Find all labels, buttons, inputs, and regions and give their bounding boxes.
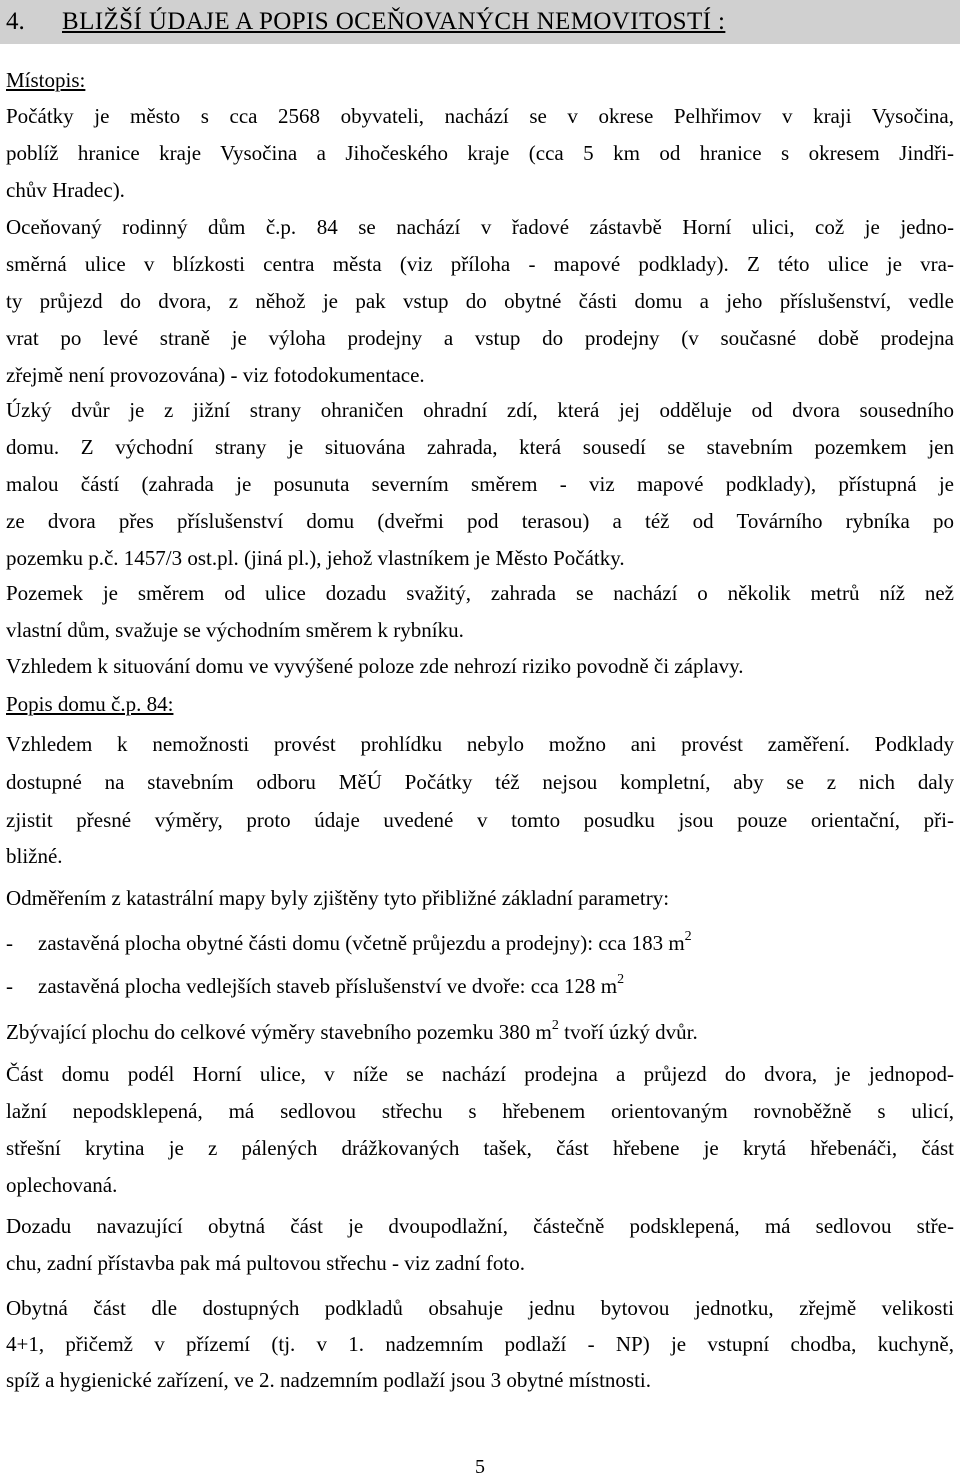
text-line: bližné. (6, 844, 63, 868)
text-line: ze dvora přes příslušenství domu (dveřmi pod terasou) a též od Továrního rybníka po (6, 509, 954, 533)
text-line: Pozemek je směrem od ulice dozadu svažitý, zahrada se nachází o několik metrů níž než (6, 581, 954, 605)
list-item-text: zastavěná plocha vedlejších staveb příslušenství ve dvoře: cca 128 $m^2$ (38, 972, 625, 998)
text-line: malou částí (zahrada je posunuta severním směrem - viz mapové podklady), přístupná je (6, 472, 954, 496)
text-line: směrná ulice v blízkosti centra města (viz příloha - mapové podklady). Z této ulice je vra- (6, 252, 954, 276)
text-line: chu, zadní přístavba pak má pultovou střechu - viz zadní foto. (6, 1251, 526, 1275)
text-line: Vzhledem k nemožnosti provést prohlídku nebylo možno ani provést zaměření. Podklady (6, 732, 954, 756)
text-line: chův Hradec). (6, 178, 125, 202)
text-line: Vzhledem k situování domu ve vyvýšené poloze zde nehrozí riziko povodně či záplavy. (6, 654, 744, 678)
remaining-area: Zbývající plochu do celkové výměry stavebního pozemku 380 $m^2$ tvoří úzký dvůr. (6, 1018, 698, 1044)
text-line: spíž a hygienické zařízení, ve 2. nadzemním podlaží jsou 3 obytné místnosti. (6, 1368, 652, 1392)
text-line: ty průjezd do dvora, z něhož je pak vstup do obytné části domu a jeho příslušenství, vedle (6, 289, 954, 313)
text-line: Počátky je město s cca 2568 obyvateli, nachází se v okrese Pelhřimov v kraji Vysočina, (6, 104, 954, 128)
mistopis-heading: Místopis: (6, 68, 86, 92)
text-line: pozemku p.č. 1457/3 ost.pl. (jiná pl.), jehož vlastníkem je Město Počátky. (6, 546, 625, 570)
params-intro: Odměřením z katastrální mapy byly zjištěny tyto přibližné základní parametry: (6, 886, 670, 910)
text-line: lažní nepodsklepená, má sedlovou střechu s hřebenem orientovaným rovnoběžně s ulicí, (6, 1099, 954, 1123)
text-line: zřejmě není provozována) - viz fotodokumentace. (6, 363, 425, 387)
section-header (0, 0, 960, 44)
text-line: oplechovaná. (6, 1173, 118, 1197)
section-title: BLIŽŠÍ ÚDAJE A POPIS OCEŇOVANÝCH NEMOVITOSTÍ : (62, 8, 726, 35)
list-item-text: zastavěná plocha obytné části domu (včetně průjezdu a prodejny): cca 183 $m^2$ (38, 929, 692, 955)
page-number: 5 (475, 1456, 485, 1478)
text-line: Část domu podél Horní ulice, v níže se nachází prodejna a průjezd do dvora, je jednopod- (6, 1062, 954, 1086)
text-line: domu. Z východní strany je situována zahrada, která sousedí se stavebním pozemkem jen (6, 435, 954, 459)
text-line: střešní krytina je z pálených drážkovaných tašek, část hřebene je krytá hřebenáči, část (6, 1136, 954, 1160)
text-line: vlastní dům, svažuje se východním směrem k rybníku. (6, 618, 464, 642)
text-line: Obytná část dle dostupných podkladů obsahuje jednu bytovou jednotku, zřejmě velikosti (6, 1296, 954, 1320)
popis-heading: Popis domu č.p. 84: (6, 692, 174, 716)
section-number: 4. (6, 8, 25, 35)
text-line: Dozadu navazující obytná část je dvoupodlažní, částečně podsklepená, má sedlovou stře- (6, 1214, 954, 1238)
text-line: Úzký dvůr je z jižní strany ohraničen ohradní zdí, která jej odděluje od dvora sousedního (6, 398, 954, 422)
text-line: 4+1, přičemž v přízemí (tj. v 1. nadzemním podlaží - NP) je vstupní chodba, kuchyně, (6, 1332, 954, 1356)
text-line: vrat po levé straně je výloha prodejny a vstup do prodejny (v současné době prodejna (6, 326, 954, 350)
text-line: Oceňovaný rodinný dům č.p. 84 se nachází v řadové zástavbě Horní ulici, což je jedno- (6, 215, 954, 239)
list-dash: - (6, 974, 13, 998)
text-line: poblíž hranice kraje Vysočina a Jihočeského kraje (cca 5 km od hranice s okresem Jindři- (6, 141, 954, 165)
text-line: dostupné na stavebním odboru MěÚ Počátky též nejsou kompletní, aby se z nich daly (6, 770, 954, 794)
text-line: zjistit přesné výměry, proto údaje uvedené v tomto posudku jsou pouze orientační, při- (6, 808, 954, 832)
list-dash: - (6, 931, 13, 955)
